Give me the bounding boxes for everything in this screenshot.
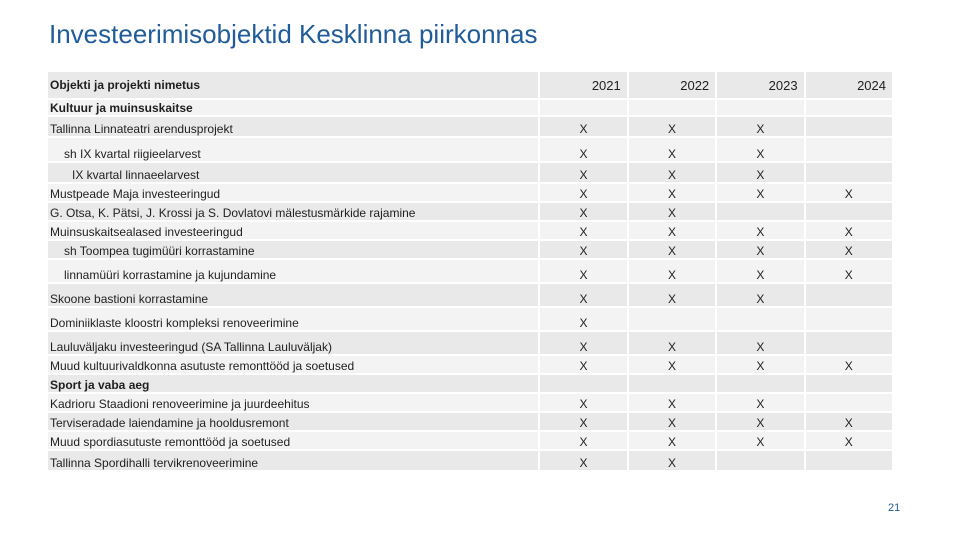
row-label: Muinsuskaitsealased investeeringud [48,222,538,239]
cell-2023: X [717,332,803,354]
cell-2021: X [540,163,626,182]
table-row [48,184,892,201]
table-row [48,203,892,220]
cell-2021: X [540,138,626,161]
cell-2023: X [717,284,803,306]
table-row [48,332,892,354]
cell-2024 [806,332,892,354]
row-label: Skoone bastioni korrastamine [48,284,538,306]
cell-2024 [806,451,892,470]
cell-2023: X [717,241,803,258]
cell-2022: X [629,138,715,161]
row-label: sh IX kvartal riigieelarvest [48,138,538,161]
table-row [48,356,892,373]
cell-2021: X [540,241,626,258]
cell-2024 [806,203,892,220]
row-label: Terviseradade laiendamine ja hooldusremont [48,413,538,430]
row-label: Kadrioru Staadioni renoveerimine ja juurdeehitus [48,394,538,411]
cell-2023: X [717,163,803,182]
cell-2023: X [717,260,803,282]
table-row [48,394,892,411]
row-label: Tallinna Linnateatri arendusprojekt [48,117,538,136]
row-label: sh Toompea tugimüüri korrastamine [48,241,538,258]
cell-2022 [629,375,715,392]
section-heading: Sport ja vaba aeg [48,375,538,392]
table-row [48,260,892,282]
table-row [48,284,892,306]
cell-2023: X [717,413,803,430]
page-title: Investeerimisobjektid Kesklinna piirkonnas [49,19,538,49]
cell-2024: X [806,222,892,239]
cell-2024 [806,138,892,161]
cell-2024 [806,394,892,411]
table-header-row [48,72,892,98]
cell-2023 [717,308,803,330]
cell-2024 [806,284,892,306]
cell-2021: X [540,451,626,470]
table-row [48,222,892,239]
cell-2022: X [629,184,715,201]
cell-2021: X [540,203,626,220]
cell-2023 [717,203,803,220]
cell-2023: X [717,138,803,161]
column-header-2023: 2023 [717,72,803,98]
cell-2024: X [806,184,892,201]
cell-2022 [629,100,715,115]
cell-2024: X [806,432,892,449]
section-heading: Kultuur ja muinsuskaitse [48,100,538,115]
cell-2022: X [629,163,715,182]
cell-2022: X [629,241,715,258]
cell-2024: X [806,260,892,282]
cell-2023 [717,375,803,392]
cell-2023 [717,100,803,115]
page-number: 21 [888,502,901,514]
cell-2022: X [629,284,715,306]
cell-2021: X [540,260,626,282]
cell-2022: X [629,413,715,430]
row-label: G. Otsa, K. Pätsi, J. Krossi ja S. Dovlatovi mälestusmärkide rajamine [48,203,538,220]
table-row [48,308,892,330]
cell-2021: X [540,394,626,411]
row-label: Mustpeade Maja investeeringud [48,184,538,201]
column-header-2022: 2022 [629,72,715,98]
row-label: Tallinna Spordihalli tervikrenoveerimine [48,451,538,470]
row-label: Muud kultuurivaldkonna asutuste remonttööd ja soetused [48,356,538,373]
cell-2024: X [806,241,892,258]
column-header-2024: 2024 [806,72,892,98]
cell-2021 [540,375,626,392]
table-row [48,432,892,449]
cell-2022: X [629,117,715,136]
cell-2022: X [629,451,715,470]
cell-2023: X [717,394,803,411]
table-row [48,138,892,161]
cell-2021: X [540,413,626,430]
cell-2024 [806,117,892,136]
cell-2021: X [540,308,626,330]
cell-2022: X [629,394,715,411]
cell-2024 [806,375,892,392]
section-row [48,100,892,115]
cell-2022: X [629,432,715,449]
cell-2021: X [540,184,626,201]
cell-2022: X [629,356,715,373]
cell-2022 [629,308,715,330]
table-row [48,451,892,470]
column-header-2021: 2021 [540,72,626,98]
cell-2024 [806,163,892,182]
cell-2021: X [540,284,626,306]
cell-2023: X [717,356,803,373]
cell-2023 [717,451,803,470]
cell-2021: X [540,117,626,136]
cell-2021: X [540,432,626,449]
cell-2024 [806,100,892,115]
cell-2021 [540,100,626,115]
table-row [48,163,892,182]
cell-2024: X [806,413,892,430]
section-row [48,375,892,392]
cell-2022: X [629,203,715,220]
table-row [48,413,892,430]
cell-2021: X [540,332,626,354]
cell-2021: X [540,356,626,373]
row-label: IX kvartal linnaeelarvest [48,163,538,182]
cell-2022: X [629,332,715,354]
row-label: Dominiiklaste kloostri kompleksi renoveerimine [48,308,538,330]
cell-2022: X [629,222,715,239]
cell-2023: X [717,184,803,201]
cell-2024 [806,308,892,330]
column-header-name: Objekti ja projekti nimetus [48,72,538,98]
cell-2023: X [717,117,803,136]
cell-2024: X [806,356,892,373]
table-row [48,117,892,136]
cell-2021: X [540,222,626,239]
cell-2023: X [717,222,803,239]
row-label: Lauluväljaku investeeringud (SA Tallinna Lauluväljak) [48,332,538,354]
cell-2022: X [629,260,715,282]
table-row [48,241,892,258]
row-label: Muud spordiasutuste remonttööd ja soetused [48,432,538,449]
row-label: linnamüüri korrastamine ja kujundamine [48,260,538,282]
investment-table [46,70,894,472]
cell-2023: X [717,432,803,449]
